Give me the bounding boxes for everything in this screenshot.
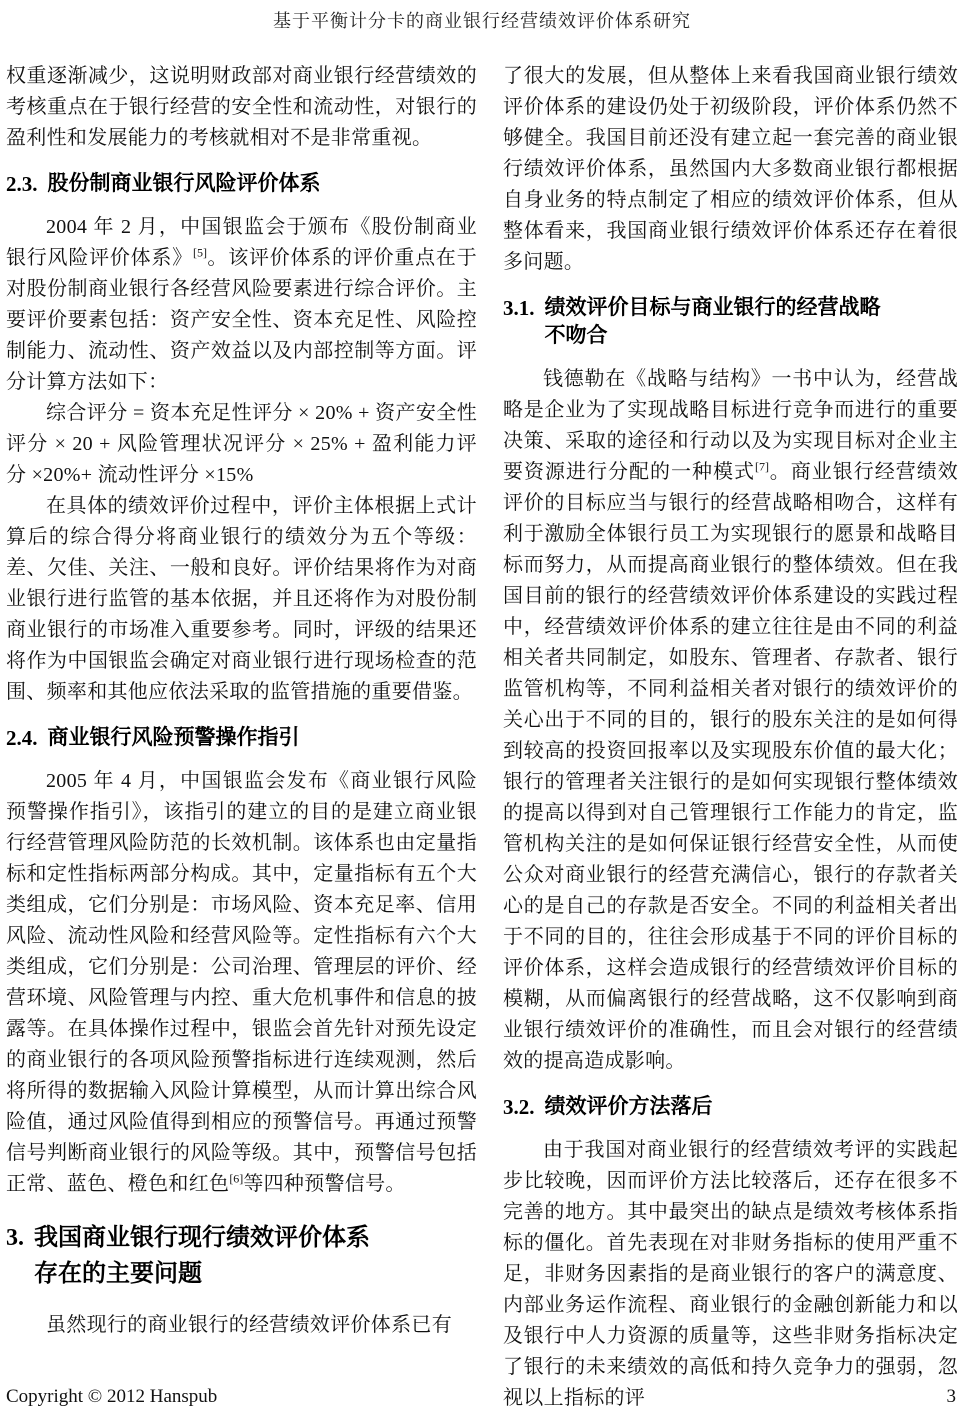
reference-marker: [7] [755,459,769,474]
paper-title: 基于平衡计分卡的商业银行经营绩效评价体系研究 [273,11,691,31]
heading-number: 2.3. [6,172,38,196]
right-column [503,61,958,1414]
heading-text: 商业银行风险预警操作指引 [47,726,300,749]
running-header [0,0,964,33]
heading-text: 股份制商业银行风险评价体系 [47,172,321,195]
copyright-text: Copyright © 2012 Hanspub [6,1386,218,1407]
reference-marker: [6] [229,1171,244,1186]
section-heading [6,170,477,198]
heading-number: 2.4. [6,726,38,750]
heading-text: 绩效评价方法落后 [544,1095,713,1118]
section-heading [6,1220,477,1292]
paragraph: 2004 年 2 月，中国银监会于颁布《股份制商业银行风险评价体系》[5]。该评价体系的评价重点在于对股份制商业银行各经营风险要素进行综合评价。主要评价要素包括：资产安全性、资本充足性、风险控制能力、流动性、资产效益以及内部控制等方面。评分计算方法如下： [6,216,477,393]
paragraph: 权重逐渐减少，这说明财政部对商业银行经营绩效的考核重点在于银行经营的安全性和流动性，对银行的盈利性和发展能力的考核就相对不是非常重视。 [6,65,477,149]
section-heading [503,1093,958,1121]
left-column [6,61,477,1414]
section-heading [6,724,477,752]
paragraph: 在具体的绩效评价过程中，评价主体根据上式计算后的综合得分将商业银行的绩效分为五个等级：差、欠佳、关注、一般和良好。评价结果将作为对商业银行进行监管的基本依据，并且还将作为对股份制商业银行的市场准入重要参考。同时，评级的结果还将作为中国银监会确定对商业银行进行现场检查的范围、频率和其他应依法采取的监管措施的重要借鉴。 [6,495,477,703]
heading-number: 3.2. [503,1095,535,1119]
paragraph: 了很大的发展，但从整体上来看我国商业银行绩效评价体系的建设仍处于初级阶段，评价体系仍然不够健全。我国目前还没有建立起一套完善的商业银行绩效评价体系，虽然国内大多数商业银行都根据自身业务的特点制定了相应的绩效评价体系，但从整体看来，我国商业银行绩效评价体系还存在着很多问题。 [503,65,958,273]
paragraph: 2005 年 4 月，中国银监会发布《商业银行风险预警操作指引》，该指引的建立的目的是建立商业银行经营管理风险防范的长效机制。该体系也由定量指标和定性指标两部分构成。其中，定量指标有五个大类组成，它们分别是：市场风险、资本充足率、信用风险、流动性风险和经营风险等。定性指标有六个大类组成，它们分别是：公司治理、管理层的评价、经营环境、风险管理与内控、重大危机事件和信息的披露等。在具体操作过程中，银监会首先针对预先设定的商业银行的各项风险预警指标进行连续观测，然后将所得的数据输入风险计算模型，从而计算出综合风险值，通过风险值得到相应的预警信号。再通过预警信号判断商业银行的风险等级。其中，预警信号包括正常、蓝色、橙色和红色[6]等四种预警信号。 [6,770,477,1195]
section-heading [503,294,958,350]
heading-text: 绩效评价目标与商业银行的经营战略 不吻合 [544,296,881,347]
heading-number: 3. [6,1225,24,1251]
two-column-body [0,61,964,1414]
heading-text: 我国商业银行现行绩效评价体系 存在的主要问题 [34,1224,370,1287]
heading-number: 3.1. [503,296,535,320]
paragraph: 虽然现行的商业银行的经营绩效评价体系已有 [46,1314,452,1336]
paragraph: 钱德勒在《战略与结构》一书中认为，经营战略是企业为了实现战略目标进行竞争而进行的重要决策、采取的途径和行动以及为实现目标对企业主要资源进行分配的一种模式[7]。商业银行经营绩效评价的目标应当与银行的经营战略相吻合，这样有利于激励全体银行员工为实现银行的愿景和战略目标而努力，从而提高商业银行的整体绩效。但在我国目前的银行的经营绩效评价体系建设的实践过程中，经营绩效评价体系的建立往往是由不同的利益相关者共同制定，如股东、管理者、存款者、银行监管机构等，不同利益相关者对银行的绩效评价的关心出于不同的目的，银行的股东关注的是如何得到较高的投资回报率以及实现股东价值的最大化；银行的管理者关注银行的是如何实现银行整体绩效的提高以得到对自己管理银行工作能力的肯定，监管机构关注的是如何保证银行经营安全性，从而使公众对商业银行的经营充满信心，银行的存款者关心的是自己的存款是否安全。不同的利益相关者出于不同的目的，往往会形成基于不同的评价目标的评价体系，这样会造成银行的经营绩效评价目标的模糊，从而偏离银行的经营战略，这不仅影响到商业银行绩效评价的准确性，而且会对银行的经营绩效的提高造成影响。 [503,368,958,1072]
paragraph: 由于我国对商业银行的经营绩效考评的实践起步比较晚，因而评价方法比较落后，还存在很多不完善的地方。其中最突出的缺点是绩效考核体系指标的僵化。首先表现在对非财务指标的使用严重不足，非财务因素指的是商业银行的客户的满意度、内部业务运作流程、商业银行的金融创新能力和以及银行中人力资源的质量等，这些非财务指标决定了银行的未来绩效的高低和持久竞争力的强弱，忽视以上指标的评 [503,1139,958,1409]
reference-marker: [5] [192,245,207,260]
paragraph: 综合评分 = 资本充足性评分 × 20% + 资产安全性评分 × 20 + 风险管理状况评分 × 25% + 盈利能力评分 ×20%+ 流动性评分 ×15% [6,402,477,486]
page-footer [6,1386,956,1408]
page-number: 3 [946,1386,956,1407]
